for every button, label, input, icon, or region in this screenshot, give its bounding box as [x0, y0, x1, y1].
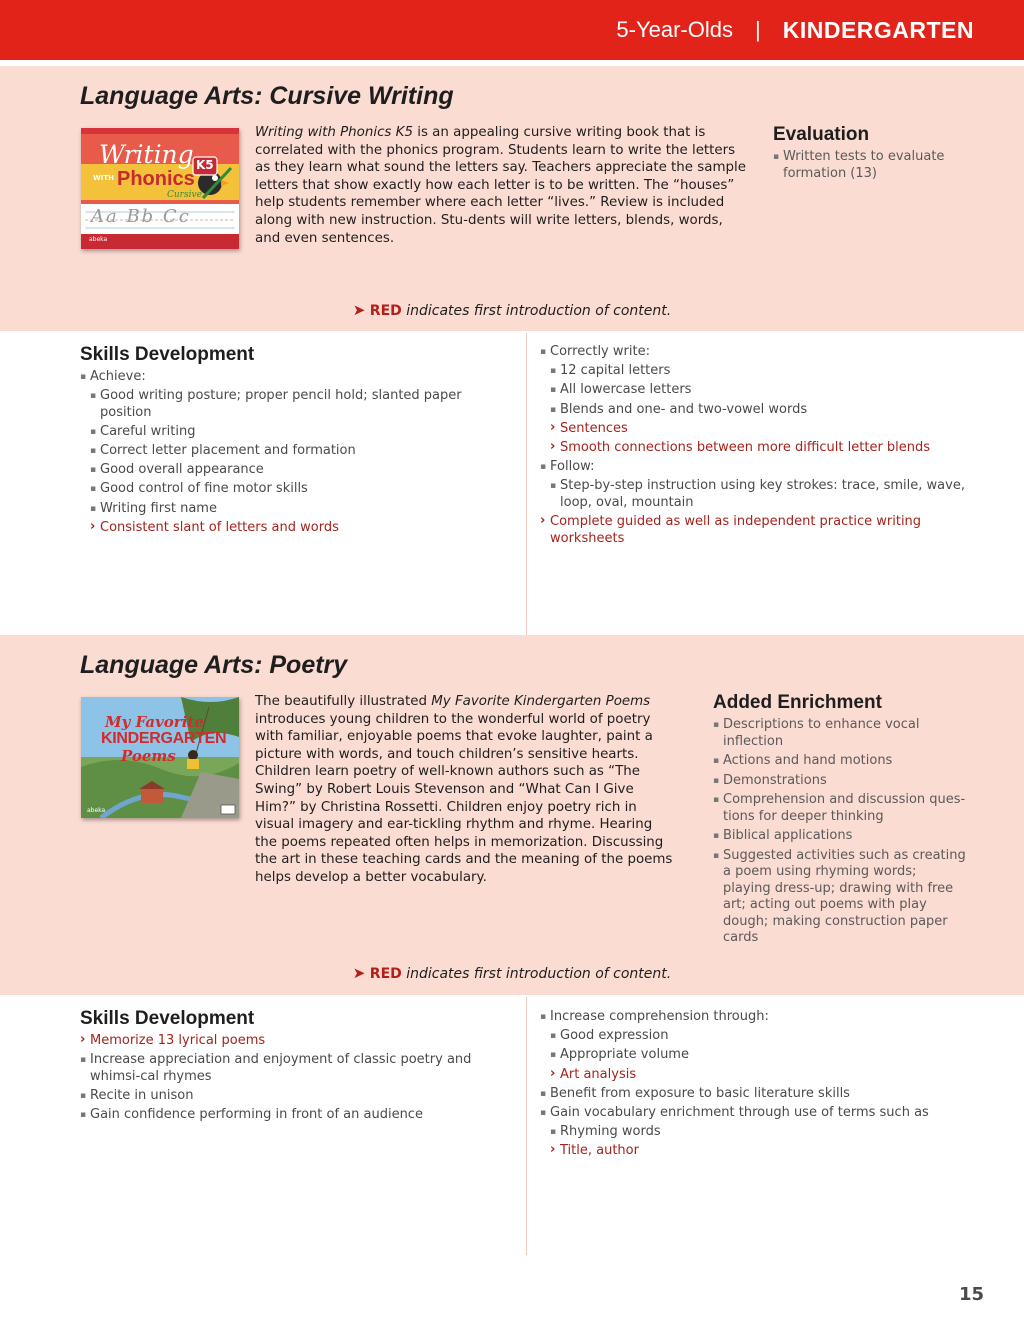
book-badge: K5 [196, 158, 214, 172]
skills-heading-cursive: Skills Development [80, 344, 255, 365]
cursive-skills-left-list [80, 369, 515, 539]
poems-title-line3: Poems [121, 747, 176, 765]
book-title-with: WITH [93, 174, 114, 182]
enrichment-item: ▪ Suggested activities such as creating a poem using rhyming words; playing dress-up; drawing with free art; acting out poems with play dough; making construction paper cards [713, 848, 968, 947]
enrichment-item: ▪ Biblical applications [713, 828, 968, 845]
column-divider [526, 997, 527, 1255]
skill-item: ▪ Good control of fine motor skills [90, 481, 515, 498]
poetry-skills-left-list [80, 1033, 515, 1126]
skill-item: ▪ Good expression [550, 1028, 980, 1045]
poetry-skills-right-list [540, 1009, 980, 1163]
skill-item: › Title, author [550, 1143, 980, 1160]
red-legend-note [0, 301, 1024, 319]
red-legend-note-poetry [0, 964, 1024, 982]
book-title-line2: Phonics [117, 168, 195, 190]
red-keyword: RED [369, 966, 402, 982]
skill-item: ▪ Gain vocabulary enrichment through use of terms such as [540, 1105, 980, 1122]
legend-text: indicates first introduction of content. [401, 303, 672, 319]
book-publisher: abeka [89, 236, 108, 243]
cursive-description [255, 124, 751, 247]
writing-with-phonics-book-cover [81, 128, 239, 249]
cursive-description-text: is an appealing cursive writing book that is correlated with the phonics program. Students learn to write the letters as they learn what sound the letters say. Teachers appreciate the sample letters that show exactly how each letter is to be written. The “houses” help students remember where each letter “lives.” Review is included along with new instruction. Stu-dents will write letters, blends, words, and even sentences. [255, 125, 746, 246]
skill-item: ▪ Appropriate volume [550, 1047, 980, 1064]
skill-item: ▪ Correctly write: [540, 344, 980, 361]
cursive-skills-right-list [540, 344, 980, 550]
page-number: 15 [958, 1284, 984, 1305]
skill-item: ▪ Correct letter placement and formation [90, 443, 515, 460]
enrichment-item: ▪ Demonstrations [713, 773, 968, 790]
skill-item: › Art analysis [550, 1067, 980, 1084]
section-title-cursive: Language Arts: Cursive Writing [80, 82, 454, 110]
skill-item: ▪ Gain confidence performing in front of an audience [80, 1107, 515, 1124]
skill-item: ▪ Rhyming words [550, 1124, 980, 1141]
skill-item: ▪ Good overall appearance [90, 462, 515, 479]
red-keyword: RED [369, 303, 402, 319]
poems-title-line2: KINDERGARTEN [101, 730, 227, 747]
added-enrichment-list [713, 717, 968, 950]
poems-publisher: abeka [87, 807, 106, 814]
enrichment-item: ▪ Descriptions to enhance vocal inflection [713, 717, 968, 750]
favorite-poems-book-cover [81, 697, 239, 818]
skill-item: ▪ All lowercase letters [550, 382, 980, 399]
header-separator: | [755, 17, 761, 42]
skill-item: › Smooth connections between more difficult letter blends [550, 440, 980, 457]
arrow-icon: ➤ [352, 964, 366, 982]
column-divider [526, 333, 527, 635]
skill-item: ▪ Good writing posture; proper pencil hold; slanted paper position [90, 388, 515, 421]
skill-item: ▪ Follow: [540, 459, 980, 476]
skill-item: › Memorize 13 lyrical poems [80, 1033, 515, 1050]
section-title-poetry: Language Arts: Poetry [80, 651, 348, 679]
skill-item: ▪ Step-by-step instruction using key strokes: trace, smile, wave, loop, oval, mountain [550, 478, 980, 511]
skill-item: ▪ Blends and one- and two-vowel words [550, 402, 980, 419]
skill-item: ▪ 12 capital letters [550, 363, 980, 380]
legend-text: indicates first introduction of content. [401, 966, 672, 982]
skill-item: ▪ Achieve: [80, 369, 515, 386]
skill-item: › Consistent slant of letters and words [90, 520, 515, 537]
poetry-description-text: introduces young children to the wonderful world of poetry with familiar, enjoyable poems that evoke laughter, paint a picture with words, and touch children’s sensitive hearts. Children learn poetry of well-known authors such as “The Swing” by Robert Louis Stevenson and “What Can I Give Him?” by Christina Rossetti. Children enjoy poetry rich in visual imagery and ear-tickling rhythm and rhyme. Hearing the poems repeated often helps in memorization. Discussing the art in these teaching cards and the meaning of the poems helps develop a better vocabulary. [255, 711, 673, 885]
poetry-description [255, 693, 677, 887]
skill-item: › Sentences [550, 421, 980, 438]
poetry-book-name: My Favorite Kindergarten Poems [431, 694, 651, 709]
enrichment-item: ▪ Comprehension and discussion ques-tions for deeper thinking [713, 792, 968, 825]
poetry-description-lead: The beautifully illustrated [255, 694, 432, 709]
grade-label: KINDERGARTEN [782, 16, 974, 43]
book-cursive-letters: Aa Bb Cc [91, 206, 191, 227]
evaluation-item: ▪ Written tests to evaluate formation (13) [773, 149, 963, 182]
cursive-book-name: Writing with Phonics K5 [255, 125, 413, 140]
skill-item: › Complete guided as well as independent practice writing worksheets [540, 514, 980, 547]
arrow-icon: ➤ [352, 301, 366, 319]
skill-item: ▪ Benefit from exposure to basic literature skills [540, 1086, 980, 1103]
enrichment-item: ▪ Actions and hand motions [713, 753, 968, 770]
age-label: 5-Year-Olds [616, 17, 733, 42]
evaluation-heading: Evaluation [773, 124, 870, 145]
skills-heading-poetry: Skills Development [80, 1008, 255, 1029]
header-bar [0, 0, 1024, 60]
evaluation-list [773, 149, 963, 185]
skill-item: ▪ Increase appreciation and enjoyment of classic poetry and whimsi-cal rhymes [80, 1052, 515, 1085]
skill-item: ▪ Careful writing [90, 424, 515, 441]
book-subtitle: Cursive [167, 190, 202, 200]
book-title-line1: Writing [99, 140, 194, 169]
skill-item: ▪ Recite in unison [80, 1088, 515, 1105]
poems-title-line1: My Favorite [105, 713, 204, 731]
added-enrichment-heading: Added Enrichment [713, 692, 882, 713]
skill-item: ▪ Increase comprehension through: [540, 1009, 980, 1026]
skill-item: ▪ Writing first name [90, 501, 515, 518]
